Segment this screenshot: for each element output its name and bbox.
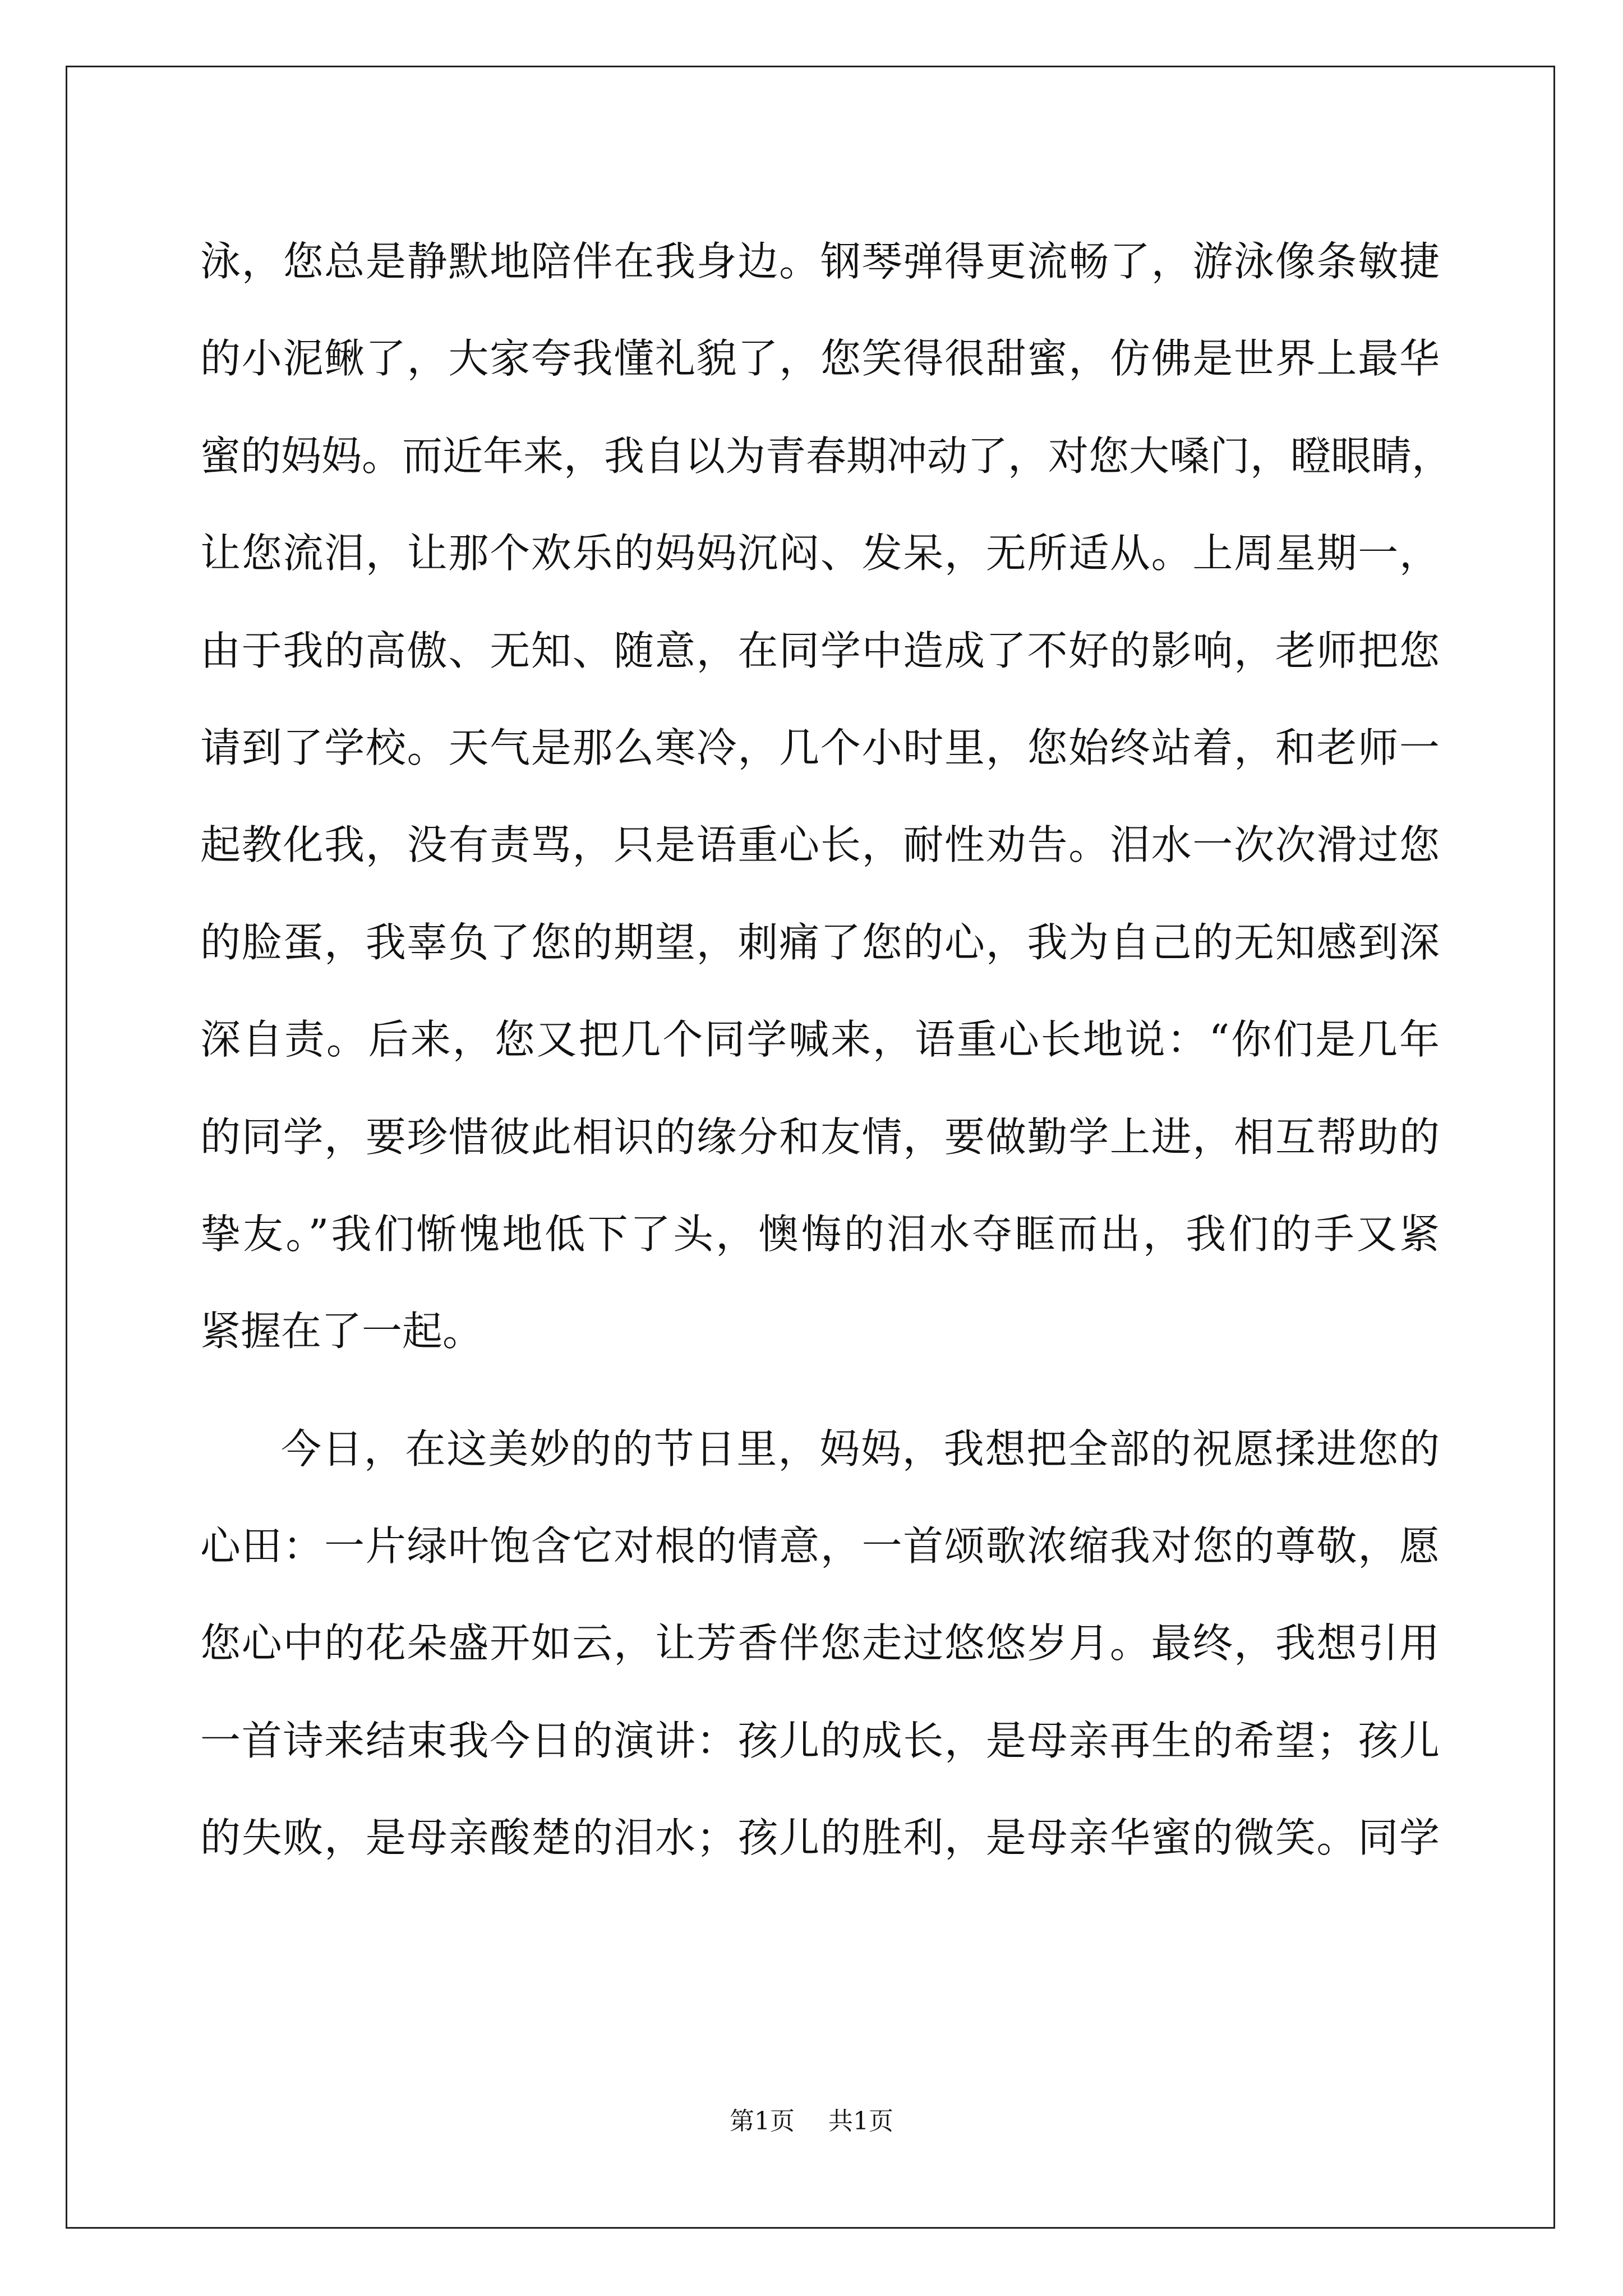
text-line: 请到了学校。天气是那么寒冷，几个小时里，您始终站着，和老师一 xyxy=(200,724,1440,771)
text-line: 让您流泪，让那个欢乐的妈妈沉闷、发呆，无所适从。上周星期一， xyxy=(200,530,1440,577)
text-line: 紧握在了一起。 xyxy=(200,1308,483,1355)
page-number: 第1页 xyxy=(730,2107,795,2136)
text-line: 挚友。”我们惭愧地低下了头，懊悔的泪水夺眶而出，我们的手又紧 xyxy=(200,1210,1440,1258)
text-line: 您心中的花朵盛开如云，让芳香伴您走过悠悠岁月。最终，我想引用 xyxy=(200,1619,1440,1667)
document-body xyxy=(200,213,1453,1887)
paragraph-2 xyxy=(200,1401,1440,1887)
text-line: 泳，您总是静默地陪伴在我身边。钢琴弹得更流畅了，游泳像条敏捷 xyxy=(200,238,1440,285)
text-line: 深自责。后来，您又把几个同学喊来，语重心长地说：“你们是几年 xyxy=(200,1016,1440,1064)
text-line: 蜜的妈妈。而近年来，我自以为青春期冲动了，对您大嗓门，瞪眼睛， xyxy=(200,432,1453,480)
text-line: 今日，在这美妙的的节日里，妈妈，我想把全部的祝愿揉进您的 xyxy=(281,1425,1440,1473)
text-line: 起教化我，没有责骂，只是语重心长，耐性劝告。泪水一次次滑过您 xyxy=(200,821,1440,869)
paragraph-1 xyxy=(200,213,1453,1381)
text-line: 的小泥鳅了，大家夸我懂礼貌了，您笑得很甜蜜，仿佛是世界上最华 xyxy=(200,335,1440,383)
text-line: 的脸蛋，我辜负了您的期望，刺痛了您的心，我为自己的无知感到深 xyxy=(200,918,1440,966)
text-line: 的同学，要珍惜彼此相识的缘分和友情，要做勤学上进，相互帮助的 xyxy=(200,1113,1440,1161)
page-total: 共1页 xyxy=(828,2107,893,2136)
text-line: 的失败，是母亲酸楚的泪水；孩儿的胜利，是母亲华蜜的微笑。同学 xyxy=(200,1814,1440,1862)
text-line: 由于我的高傲、无知、随意，在同学中造成了不好的影响，老师把您 xyxy=(200,627,1440,674)
text-line: 心田：一片绿叶饱含它对根的情意，一首颂歌浓缩我对您的尊敬，愿 xyxy=(200,1522,1440,1570)
page-footer xyxy=(0,2101,1623,2137)
paragraph-gap xyxy=(200,1381,1440,1401)
text-line: 一首诗来结束我今日的演讲：孩儿的成长，是母亲再生的希望；孩儿 xyxy=(200,1717,1440,1764)
